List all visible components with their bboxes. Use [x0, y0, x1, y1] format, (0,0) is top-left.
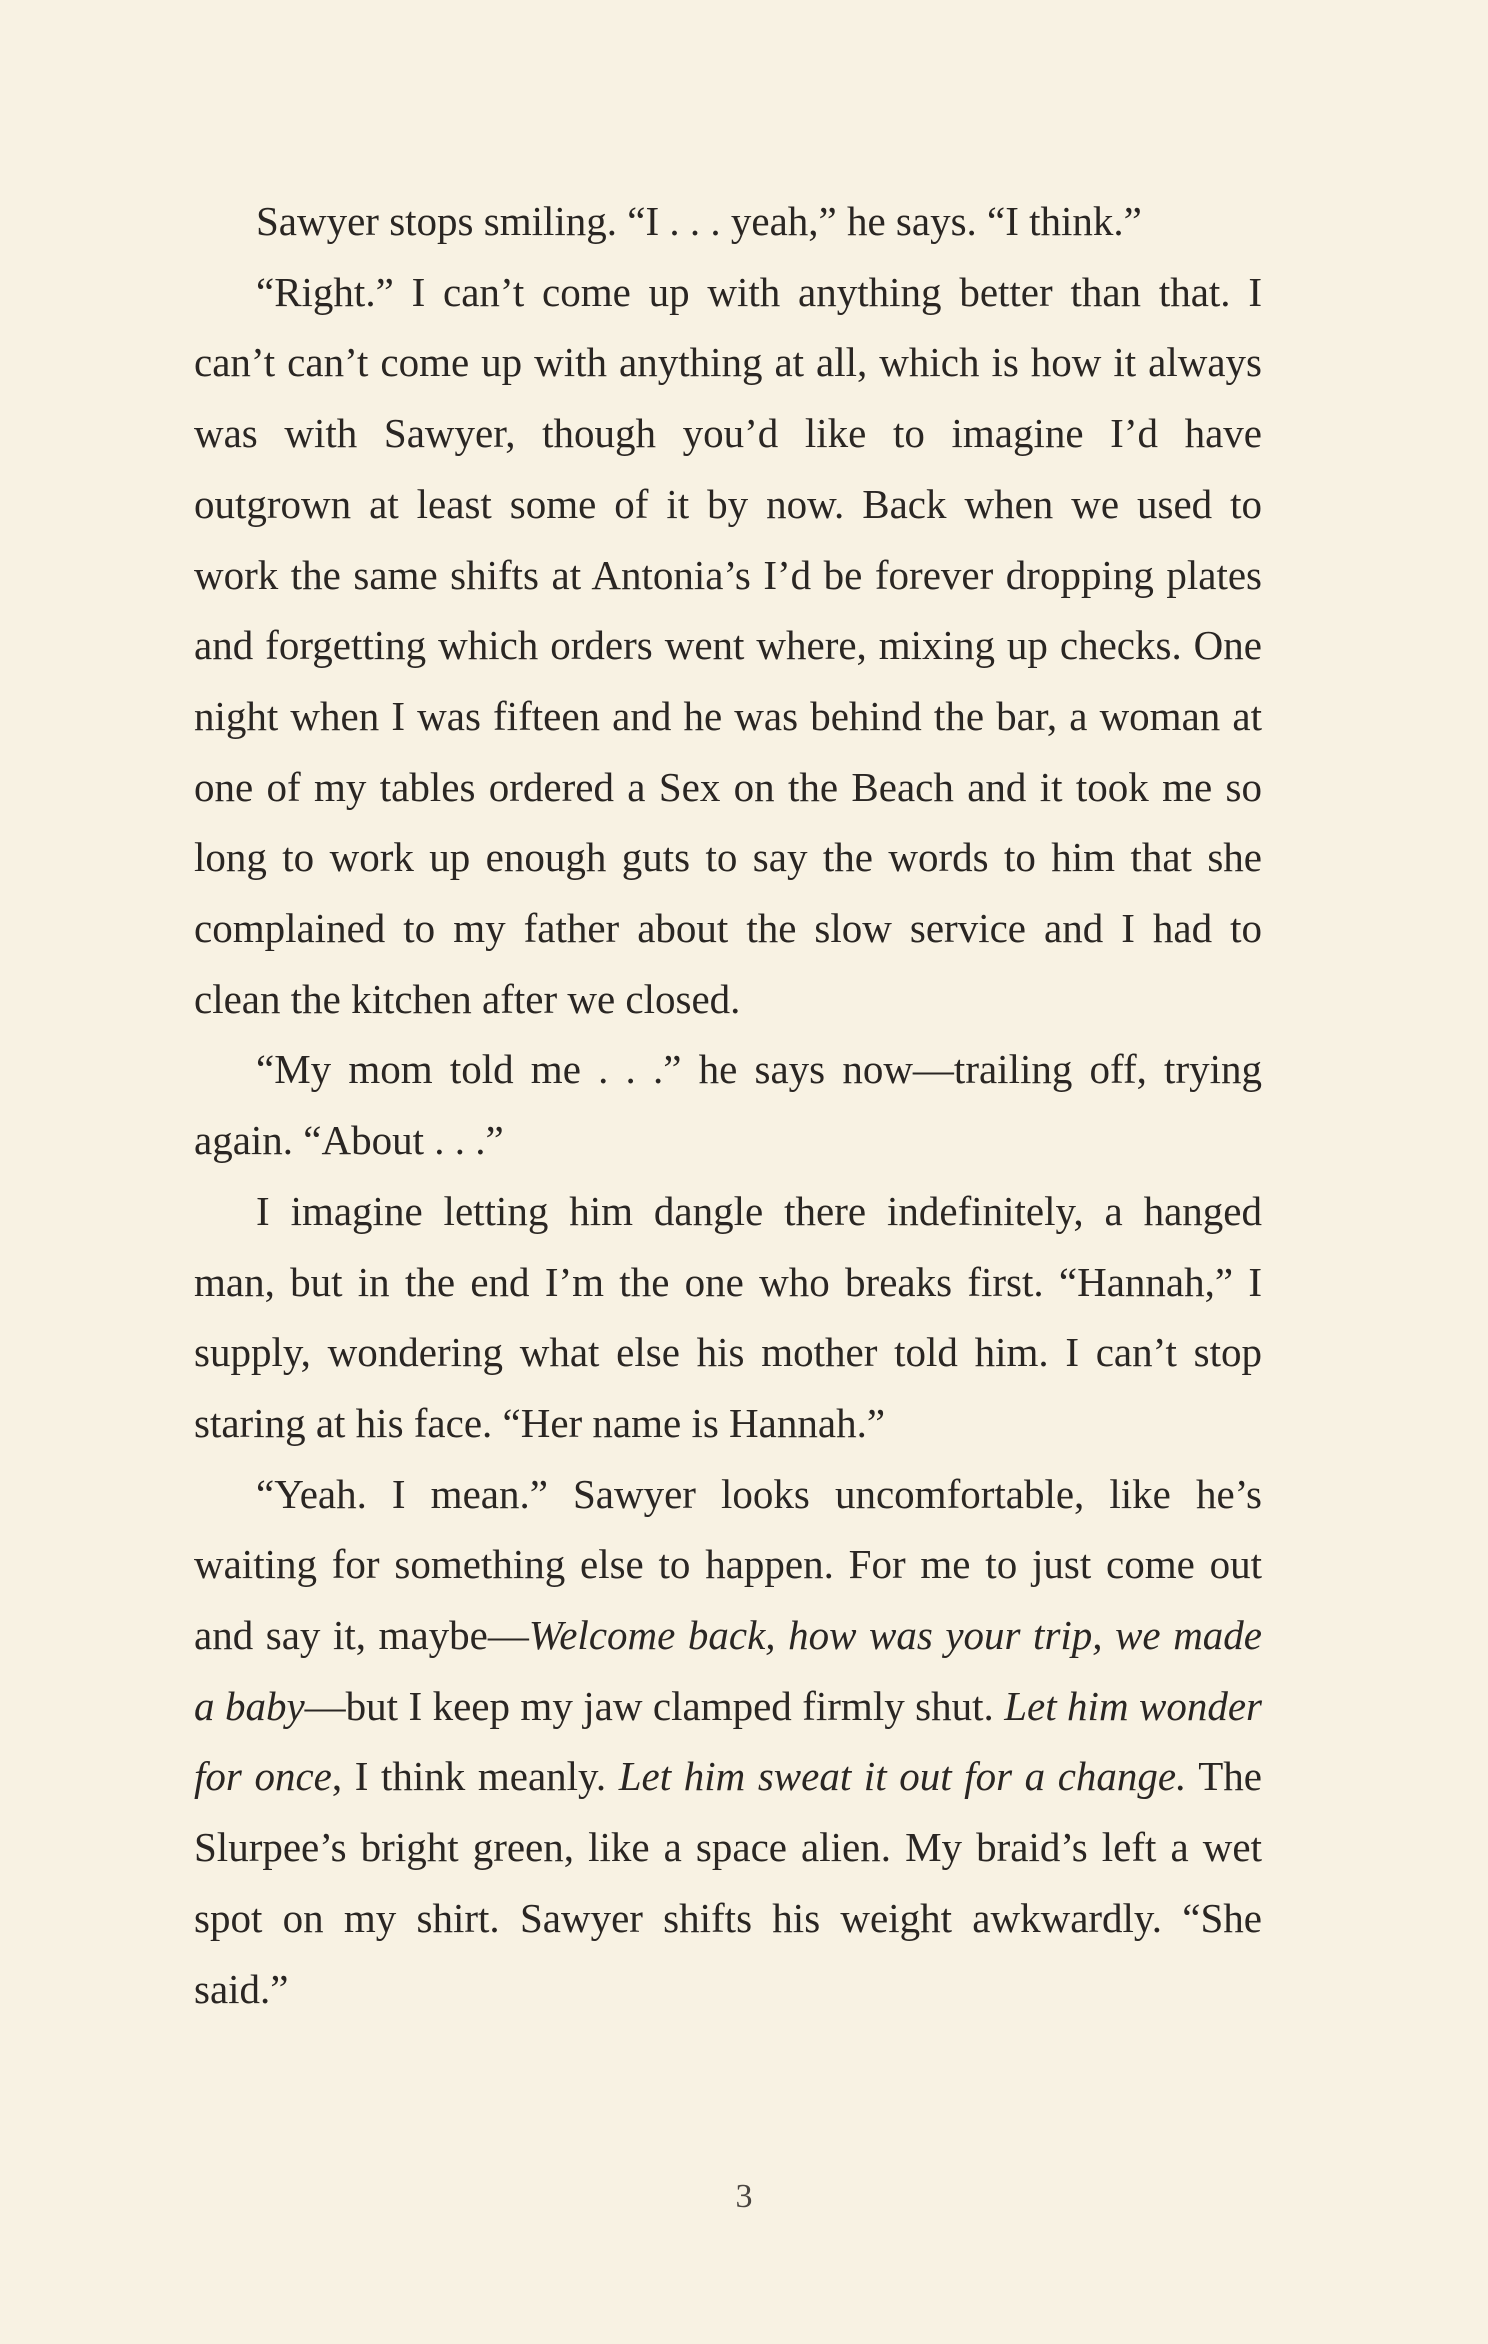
paragraph-5-italic-c: Let him sweat it out for a change.: [618, 1753, 1187, 1800]
paragraph-3-text: “My mom told me . . .” he says now—trailing off, trying again. “About . . .”: [194, 1046, 1262, 1164]
paragraph-4-text: I imagine letting him dangle there indefinitely, a hanged man, but in the end I’m the one who breaks first. “Hannah,” I supply, wondering what else his mother told him. I can’t stop staring at his face. “Her name is Hannah.”: [194, 1187, 1262, 1446]
paragraph-5-italic-b: Let him wonder for once: [194, 1682, 1263, 1800]
paragraph-4: [194, 1176, 1262, 1459]
paragraph-5-text-a: “Yeah. I mean.” Sawyer looks uncomfortable, like he’s waiting for something else to happen. For me to just come out and say it, maybe—: [194, 1470, 1262, 1659]
paragraph-2-text: “Right.” I can’t come up with anything better than that. I can’t can’t come up with anything at all, which is how it always was with Sawyer, though you’d like to imagine I’d have outgrown at least some of it by now. Back when we used to work the same shifts at Antonia’s I’d be forever dropping plates and forgetting which orders went where, mixing up checks. One night when I was fifteen and he was behind the bar, a woman at one of my tables ordered a Sex on the Beach and it took me so long to work up enough guts to say the words to him that she complained to my father about the slow service and I had to clean the kitchen after we closed.: [194, 268, 1262, 1022]
paragraph-3: [194, 1034, 1262, 1175]
body-text: [194, 186, 1262, 2024]
paragraph-5-text-b: —but I keep my jaw clamped firmly shut.: [304, 1682, 1005, 1729]
page-number: 3: [735, 2178, 753, 2215]
paragraph-2: [194, 257, 1262, 1035]
paragraph-5-text-d: The Slurpee’s bright green, like a space alien. My braid’s left a wet spot on my shirt. Sawyer shifts his weight awkwardly. “She said.”: [194, 1753, 1262, 2012]
paragraph-1: [194, 186, 1262, 257]
paragraph-5-italic-a: Welcome back, how was your trip, we made a baby: [194, 1612, 1262, 1729]
paragraph-5: [194, 1459, 1262, 2025]
paragraph-5-text-c: , I think meanly.: [331, 1753, 619, 1800]
paragraph-1-text: Sawyer stops smiling. “I . . . yeah,” he says. “I think.”: [256, 198, 1142, 244]
